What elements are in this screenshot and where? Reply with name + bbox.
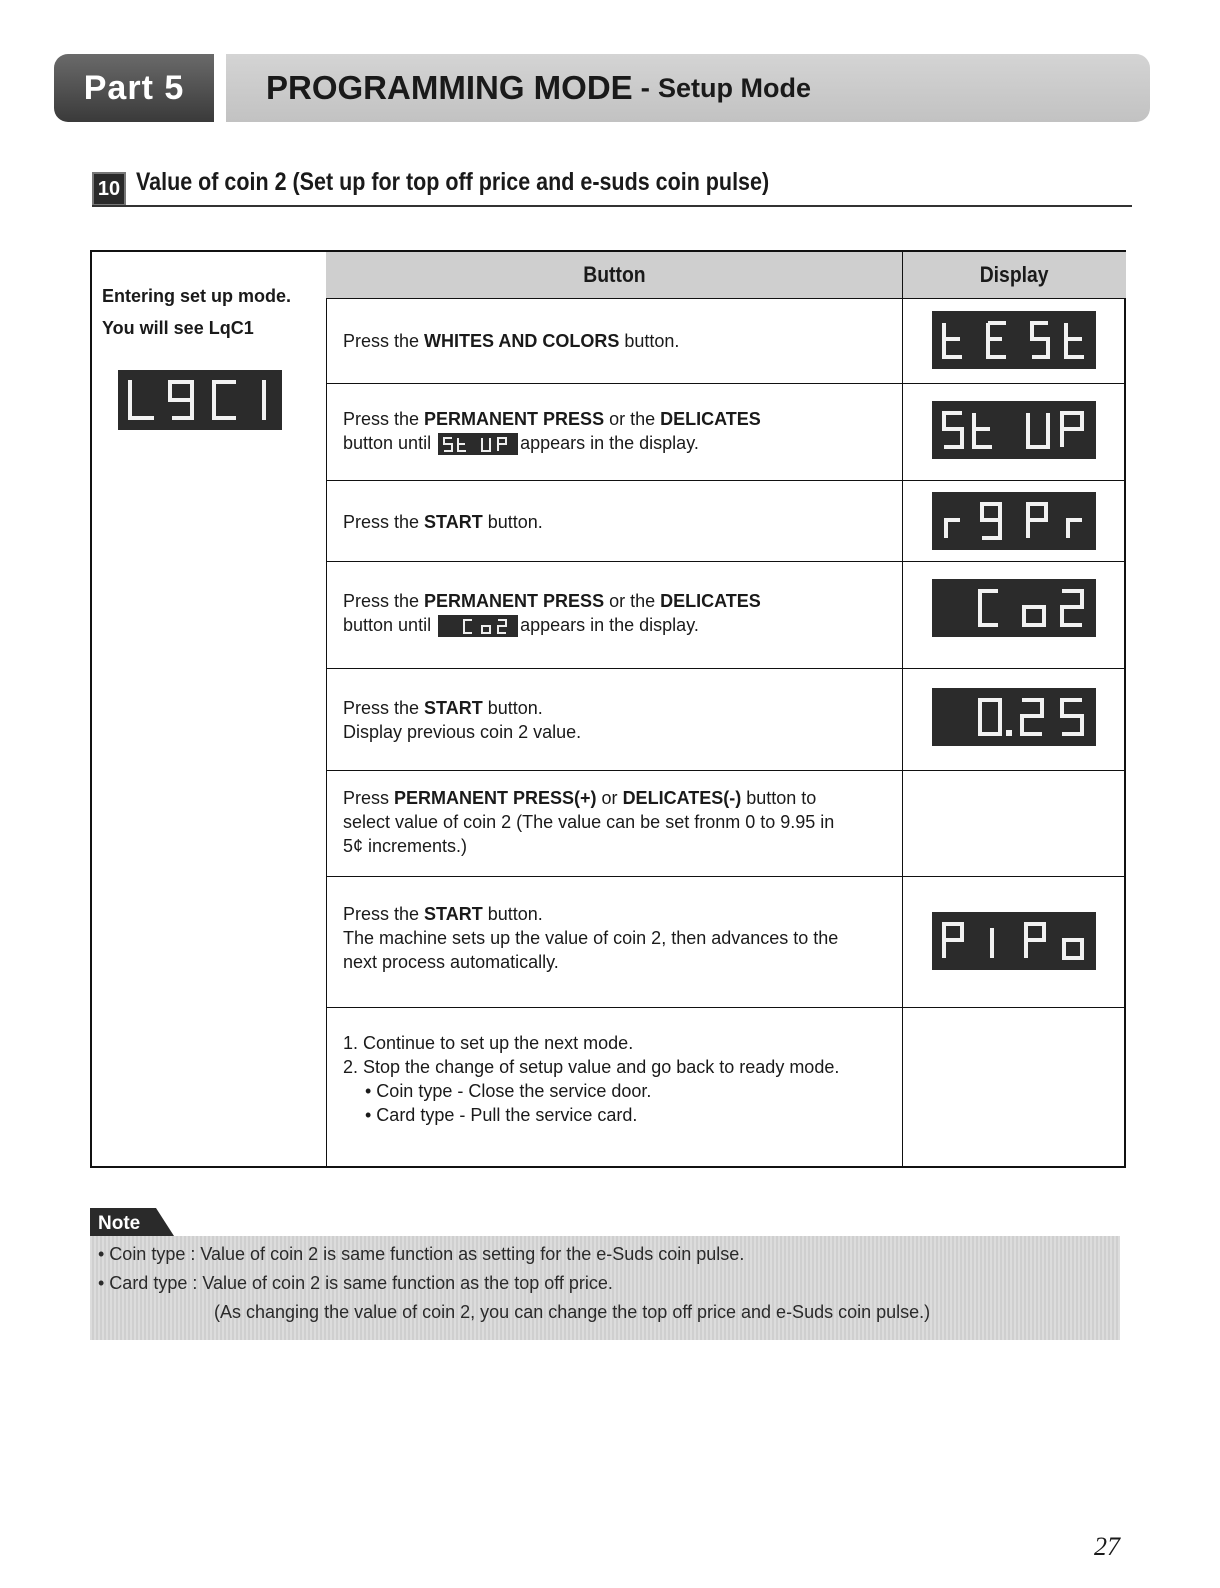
step-text (343, 329, 893, 353)
list-item: 1. Continue to set up the next mode. (343, 1033, 634, 1053)
button-name: WHITES AND COLORS (424, 331, 620, 351)
step-text-part: The machine sets up the value of coin 2, then advances to the (343, 928, 839, 948)
step-text-part: select value of coin 2 (The value can be set fronm 0 to 9.95 in (343, 812, 835, 832)
page-number: 27 (1094, 1532, 1120, 1561)
led-display-p1po (932, 912, 1096, 970)
header-display-label: Display (980, 262, 1049, 287)
button-name: PERMANENT PRESS (424, 591, 605, 611)
step-text-part: button. (619, 331, 680, 351)
header-button-label: Button (582, 262, 646, 287)
section-title: Value of coin 2 (Set up for top off price and e-suds coin pulse) (136, 168, 770, 196)
bullet-item: • Card type - Pull the service card. (365, 1105, 638, 1125)
bullet-item: • Coin type - Close the service door. (365, 1081, 652, 1101)
procedure-table (90, 250, 1126, 1168)
step-row (326, 480, 1126, 562)
you-will-see-label: You will see LqC1 (102, 318, 254, 338)
column-divider (902, 1007, 903, 1168)
step-text-part: or (596, 788, 623, 808)
led-display-co2 (932, 579, 1096, 637)
column-header-display (903, 252, 1126, 299)
step-text (343, 1031, 893, 1127)
note-line: • Card type : Value of coin 2 is same function as the top off price. (98, 1273, 613, 1293)
led-display-025 (932, 688, 1096, 746)
column-divider (902, 876, 903, 1007)
step-text-part: appears in the display. (520, 433, 699, 453)
note-tag (90, 1208, 174, 1236)
list-item: 2. Stop the change of setup value and go back to ready mode. (343, 1057, 840, 1077)
note-label: Note (98, 1213, 141, 1234)
button-name: START (424, 698, 483, 718)
button-name: DELICATES(-) (622, 788, 742, 808)
page-subtitle: Setup Mode (658, 72, 811, 103)
step-text (343, 589, 893, 637)
led-display-setup (932, 401, 1096, 459)
step-text (343, 696, 893, 744)
button-name: START (424, 904, 483, 924)
step-text-part: Display previous coin 2 value. (343, 722, 582, 742)
step-row (326, 383, 1126, 481)
led-display-lqc1 (118, 370, 282, 430)
column-divider (902, 480, 903, 561)
step-text-part: Press the (343, 698, 425, 718)
section-rule (92, 205, 1132, 207)
column-header-button (326, 252, 903, 299)
inline-led-co2 (438, 615, 518, 637)
step-text-part: or the (604, 409, 661, 429)
step-text-part: Press the (343, 409, 425, 429)
step-row (326, 770, 1126, 877)
step-text-part: 5¢ increments.) (343, 836, 468, 856)
column-divider (902, 668, 903, 770)
column-divider (902, 561, 903, 668)
button-name: START (424, 512, 483, 532)
step-text-part: appears in the display. (520, 615, 699, 635)
column-divider (902, 383, 903, 480)
button-name: DELICATES (660, 591, 761, 611)
section-number: 10 (92, 172, 126, 206)
left-column (92, 252, 327, 1166)
step-text-part: button until (343, 615, 437, 635)
button-name: DELICATES (660, 409, 761, 429)
inline-led-setup (438, 433, 518, 455)
step-text-part: button until (343, 433, 437, 453)
note-box (90, 1236, 1120, 1340)
step-row (326, 1007, 1126, 1168)
step-text (343, 407, 893, 455)
step-text-part: next process automatically. (343, 952, 559, 972)
step-text-part: Press the (343, 331, 425, 351)
step-row (326, 561, 1126, 669)
note-line: • Coin type : Value of coin 2 is same function as setting for the e-Suds coin pulse. (98, 1244, 745, 1264)
led-display-test (932, 311, 1096, 369)
column-divider (902, 299, 903, 383)
button-name: PERMANENT PRESS(+) (394, 788, 597, 808)
title-bar (226, 54, 1150, 122)
step-text-part: Press the (343, 591, 425, 611)
step-row (326, 668, 1126, 771)
title-separator: - (640, 72, 650, 103)
step-text-part: Press (343, 788, 395, 808)
step-text (343, 902, 893, 974)
step-text-part: button. (482, 512, 543, 532)
step-text-part: button. (482, 904, 543, 924)
column-divider (902, 770, 903, 876)
step-text (343, 786, 893, 858)
led-display-rgpr (932, 492, 1096, 550)
step-text-part: Press the (343, 904, 425, 924)
entering-setup-label: Entering set up mode. (102, 286, 292, 306)
step-text-part: button. (482, 698, 543, 718)
step-text (343, 510, 893, 534)
step-row (326, 299, 1126, 384)
step-text-part: button to (741, 788, 817, 808)
page-title: PROGRAMMING MODE (266, 69, 633, 106)
step-text-part: or the (604, 591, 661, 611)
step-text-part: Press the (343, 512, 425, 532)
step-row (326, 876, 1126, 1008)
part-badge: Part 5 (54, 54, 214, 122)
note-line: (As changing the value of coin 2, you can change the top off price and e-Suds coin pulse.) (214, 1302, 931, 1322)
button-name: PERMANENT PRESS (424, 409, 605, 429)
